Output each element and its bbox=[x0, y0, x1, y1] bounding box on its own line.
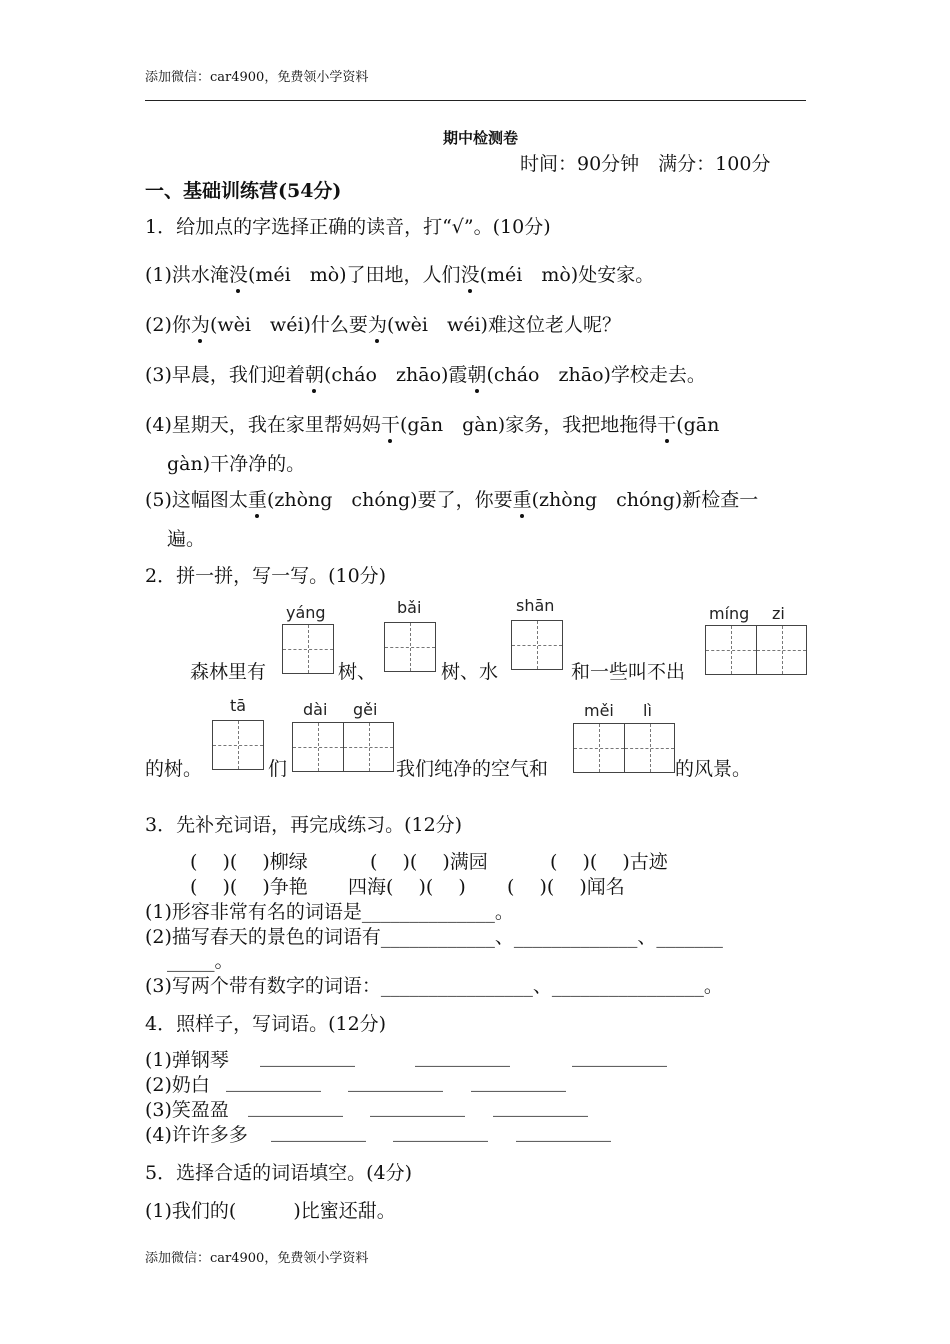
q1-item-1-dotted-char-2: 没 bbox=[461, 260, 480, 287]
q1-item-1-text-b: (méi mò)了田地，人们 bbox=[247, 264, 461, 286]
q4-row-2-blank-2[interactable]: __________ bbox=[348, 1070, 443, 1092]
q2-row1-text-1: 森林里有 bbox=[190, 661, 267, 683]
q2-row2-text-2: 们 bbox=[268, 758, 288, 780]
q1-item-2 bbox=[145, 310, 621, 337]
q1-item-4-continued: gàn)干净净的。 bbox=[167, 453, 306, 475]
q1-item-3-text-b: (cháo zhāo)霞 bbox=[323, 364, 468, 386]
pinyin-mei: měi bbox=[584, 701, 614, 720]
q4-row-2-blank-3[interactable]: __________ bbox=[471, 1070, 566, 1092]
q3-subquestion-3[interactable]: (3)写两个带有数字的词语：________________、________________。 bbox=[145, 975, 723, 997]
header-note: 添加微信：car4900，免费领小学资料 bbox=[145, 70, 369, 85]
q4-row-2-blank-1[interactable]: __________ bbox=[226, 1070, 321, 1092]
q4-row-4-blank-2[interactable]: __________ bbox=[393, 1120, 488, 1142]
section-heading: 一、基础训练营(54分) bbox=[145, 180, 342, 202]
pinyin-zi: zi bbox=[772, 604, 785, 623]
q1-item-5-dotted-char-1: 重 bbox=[248, 485, 267, 512]
q4-row-2: (2)奶白 bbox=[145, 1074, 210, 1096]
q3-subquestion-1[interactable]: (1)形容非常有名的词语是______________。 bbox=[145, 901, 514, 923]
writing-grid-shan[interactable] bbox=[511, 620, 563, 670]
pinyin-shan: shān bbox=[516, 596, 555, 615]
q1-item-5-text-a: (5)这幅图太 bbox=[145, 489, 248, 511]
q3-word-1[interactable]: ( )( )柳绿 bbox=[190, 851, 308, 873]
pinyin-yang: yáng bbox=[286, 603, 326, 622]
q4-row-1: (1)弹钢琴 bbox=[145, 1049, 229, 1071]
q1-item-4 bbox=[145, 410, 719, 437]
exam-meta: 时间：90分钟 满分：100分 bbox=[520, 153, 771, 175]
q4-title: 4．照样子，写词语。(12分) bbox=[145, 1013, 387, 1035]
q3-word-4[interactable]: ( )( )争艳 bbox=[190, 876, 308, 898]
q2-row2-text-1: 的树。 bbox=[145, 758, 203, 780]
writing-grid-bai[interactable] bbox=[384, 622, 436, 672]
q1-item-4-text-a: (4)星期天，我在家里帮妈妈 bbox=[145, 414, 381, 436]
q2-row2-text-3: 我们纯净的空气和 bbox=[396, 758, 549, 780]
q1-item-4-text-d: (gān bbox=[676, 414, 720, 436]
q1-item-3-text-d: (cháo zhāo)学校走去。 bbox=[486, 364, 706, 386]
writing-grid-yang[interactable] bbox=[282, 624, 334, 674]
pinyin-dai: dài bbox=[303, 700, 328, 719]
q1-item-5-dotted-char-2: 重 bbox=[513, 485, 532, 512]
q2-row2-text-4: 的风景。 bbox=[675, 758, 752, 780]
q1-title: 1．给加点的字选择正确的读音，打“√”。(10分) bbox=[145, 216, 551, 238]
q4-row-4-blank-1[interactable]: __________ bbox=[271, 1120, 366, 1142]
q1-item-4-dotted-char-2: 干 bbox=[657, 410, 676, 437]
q4-row-1-blank-1[interactable]: __________ bbox=[260, 1045, 355, 1067]
q3-subquestion-2-continued[interactable]: _____。 bbox=[167, 950, 234, 972]
q2-row1-text-3: 树、水 bbox=[441, 661, 499, 683]
writing-grid-mingzi[interactable] bbox=[705, 625, 807, 675]
q4-row-1-blank-2[interactable]: __________ bbox=[415, 1045, 510, 1067]
footer-note: 添加微信：car4900，免费领小学资料 bbox=[145, 1251, 369, 1266]
page-title: 期中检测卷 bbox=[443, 129, 519, 147]
q3-word-3[interactable]: ( )( )古迹 bbox=[550, 851, 668, 873]
q1-item-5-text-b: (zhòng chóng)要了，你要 bbox=[266, 489, 513, 511]
q1-item-2-dotted-char-1: 为 bbox=[191, 310, 210, 337]
q4-row-3-blank-2[interactable]: __________ bbox=[370, 1095, 465, 1117]
pinyin-ming: míng bbox=[709, 604, 750, 623]
pinyin-gei: gěi bbox=[353, 700, 378, 719]
q3-subquestion-2[interactable]: (2)描写春天的景色的词语有____________、_____________、_______ bbox=[145, 926, 723, 948]
q1-item-1-text-a: (1)洪水淹 bbox=[145, 264, 229, 286]
q1-item-4-dotted-char-1: 干 bbox=[381, 410, 400, 437]
q4-row-1-blank-3[interactable]: __________ bbox=[572, 1045, 667, 1067]
q3-title: 3．先补充词语，再完成练习。(12分) bbox=[145, 814, 463, 836]
pinyin-li: lì bbox=[643, 701, 652, 720]
q1-item-3-text-a: (3)早晨，我们迎着 bbox=[145, 364, 305, 386]
q1-item-5-continued: 遍。 bbox=[167, 528, 206, 550]
q1-item-5-text-d: (zhòng chóng)新检查一 bbox=[531, 489, 759, 511]
writing-grid-meili[interactable] bbox=[573, 723, 675, 773]
pinyin-ta: tā bbox=[230, 696, 247, 715]
q1-item-2-text-a: (2)你 bbox=[145, 314, 191, 336]
q4-row-3: (3)笑盈盈 bbox=[145, 1099, 229, 1121]
q3-word-6[interactable]: ( )( )闻名 bbox=[507, 876, 625, 898]
q1-item-2-text-b: (wèi wéi)什么要 bbox=[209, 314, 368, 336]
q3-word-5[interactable]: 四海( )( ) bbox=[348, 876, 466, 898]
q2-title: 2．拼一拼，写一写。(10分) bbox=[145, 565, 387, 587]
q1-item-1-dotted-char-1: 没 bbox=[229, 260, 248, 287]
writing-grid-daigei[interactable] bbox=[292, 722, 394, 772]
q1-item-3-dotted-char-1: 朝 bbox=[305, 360, 324, 387]
q4-row-3-blank-3[interactable]: __________ bbox=[493, 1095, 588, 1117]
q1-item-1-text-d: (méi mò)处安家。 bbox=[479, 264, 655, 286]
q4-row-3-blank-1[interactable]: __________ bbox=[248, 1095, 343, 1117]
header-divider bbox=[145, 100, 806, 101]
q5-row-1[interactable]: (1)我们的( )比蜜还甜。 bbox=[145, 1200, 396, 1222]
q2-row1-text-2: 树、 bbox=[338, 661, 377, 683]
q1-item-2-dotted-char-2: 为 bbox=[368, 310, 387, 337]
q1-item-2-text-d: (wèi wéi)难这位老人呢？ bbox=[386, 314, 621, 336]
q4-row-4-blank-3[interactable]: __________ bbox=[516, 1120, 611, 1142]
q1-item-3-dotted-char-2: 朝 bbox=[467, 360, 486, 387]
q2-row1-text-4: 和一些叫不出 bbox=[571, 661, 686, 683]
writing-grid-ta[interactable] bbox=[212, 720, 264, 770]
q5-title: 5．选择合适的词语填空。(4分) bbox=[145, 1162, 413, 1184]
q4-row-4: (4)许许多多 bbox=[145, 1124, 248, 1146]
q1-item-1 bbox=[145, 260, 654, 287]
q1-item-3 bbox=[145, 360, 706, 387]
pinyin-bai: bǎi bbox=[397, 598, 422, 617]
q3-word-2[interactable]: ( )( )满园 bbox=[370, 851, 488, 873]
q1-item-4-text-b: (gān gàn)家务，我把地拖得 bbox=[399, 414, 658, 436]
q1-item-5 bbox=[145, 485, 758, 512]
